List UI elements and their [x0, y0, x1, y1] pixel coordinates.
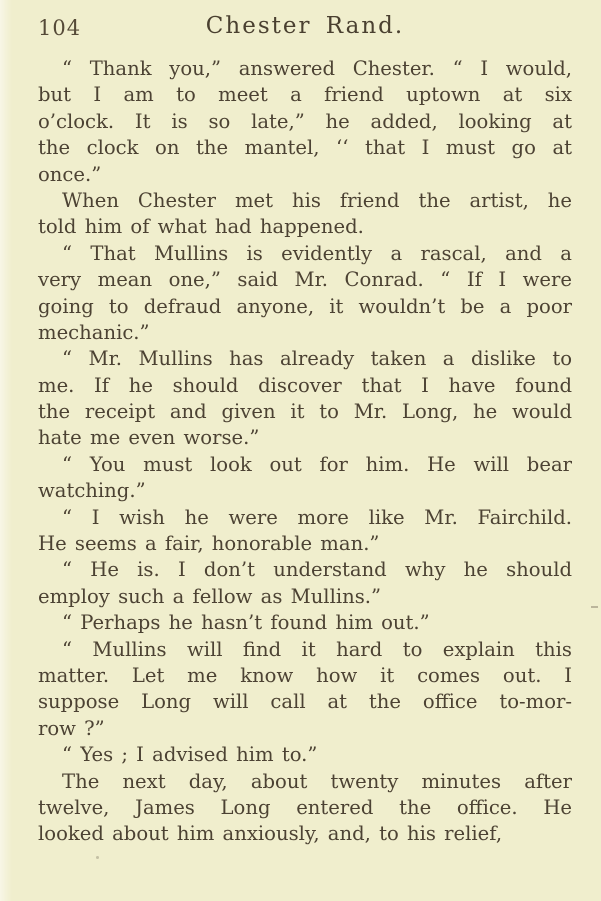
text-line: suppose Long will call at the office to-mor-: [38, 690, 572, 714]
text-line: “ That Mullins is evidently a rascal, and a: [62, 241, 572, 265]
paragraph: [38, 610, 572, 636]
page-body: [38, 56, 572, 848]
paragraph: [38, 188, 572, 241]
text-line: o’clock. It is so late,” he added, looking at: [38, 109, 572, 133]
paragraph: [38, 557, 572, 610]
text-line: When Chester met his friend the artist, he: [62, 188, 572, 212]
paragraph: [38, 505, 572, 558]
paragraph: [38, 241, 572, 347]
paragraph: [38, 56, 572, 188]
running-head: [38, 13, 572, 43]
text-line: employ such a fellow as Mullins.”: [38, 584, 382, 608]
text-line: going to defraud anyone, it wouldn’t be a poor: [38, 294, 572, 318]
text-line: told him of what had happened.: [38, 215, 364, 239]
text-line: “ Yes ; I advised him to.”: [62, 743, 318, 767]
text-line: the receipt and given it to Mr. Long, he would: [38, 400, 572, 424]
text-line: but I am to meet a friend uptown at six: [38, 83, 572, 107]
paragraph: [38, 452, 572, 505]
text-line: mechanic.”: [38, 320, 150, 344]
text-line: “ He is. I don’t understand why he should: [62, 558, 572, 582]
text-line: “ Thank you,” answered Chester. “ I would,: [62, 57, 572, 80]
text-line: me. If he should discover that I have found: [38, 373, 572, 397]
text-line: “ I wish he were more like Mr. Fairchild.: [62, 505, 572, 529]
page-number: 104: [38, 16, 82, 40]
text-line: once.”: [38, 162, 102, 186]
print-speck: [591, 606, 598, 608]
text-line: “ You must look out for him. He will bear: [62, 452, 572, 476]
text-line: “ Mr. Mullins has already taken a dislike to: [62, 347, 572, 371]
text-line: row ?”: [38, 716, 105, 740]
text-line: “ Mullins will find it hard to explain this: [62, 637, 572, 661]
text-line: hate me even worse.”: [38, 426, 260, 450]
text-line: looked about him anxiously, and, to his relief,: [38, 822, 503, 846]
paragraph: [38, 742, 572, 768]
text-line: watching.”: [38, 479, 146, 503]
paragraph: [38, 769, 572, 848]
text-line: very mean one,” said Mr. Conrad. “ If I were: [38, 268, 572, 292]
text-line: “ Perhaps he hasn’t found him out.”: [62, 611, 430, 635]
print-speck: [96, 856, 99, 859]
text-line: twelve, James Long entered the office. He: [38, 795, 572, 819]
text-line: He seems a fair, honorable man.”: [38, 532, 380, 556]
paragraph: [38, 637, 572, 743]
text-line: matter. Let me know how it comes out. I: [38, 663, 572, 687]
page-title: Chester Rand.: [205, 13, 405, 39]
text-line: The next day, about twenty minutes after: [62, 769, 572, 793]
text-line: the clock on the mantel, ‘‘ that I must go at: [38, 136, 572, 160]
paragraph: [38, 346, 572, 452]
scan-edge-shadow: [0, 0, 12, 901]
